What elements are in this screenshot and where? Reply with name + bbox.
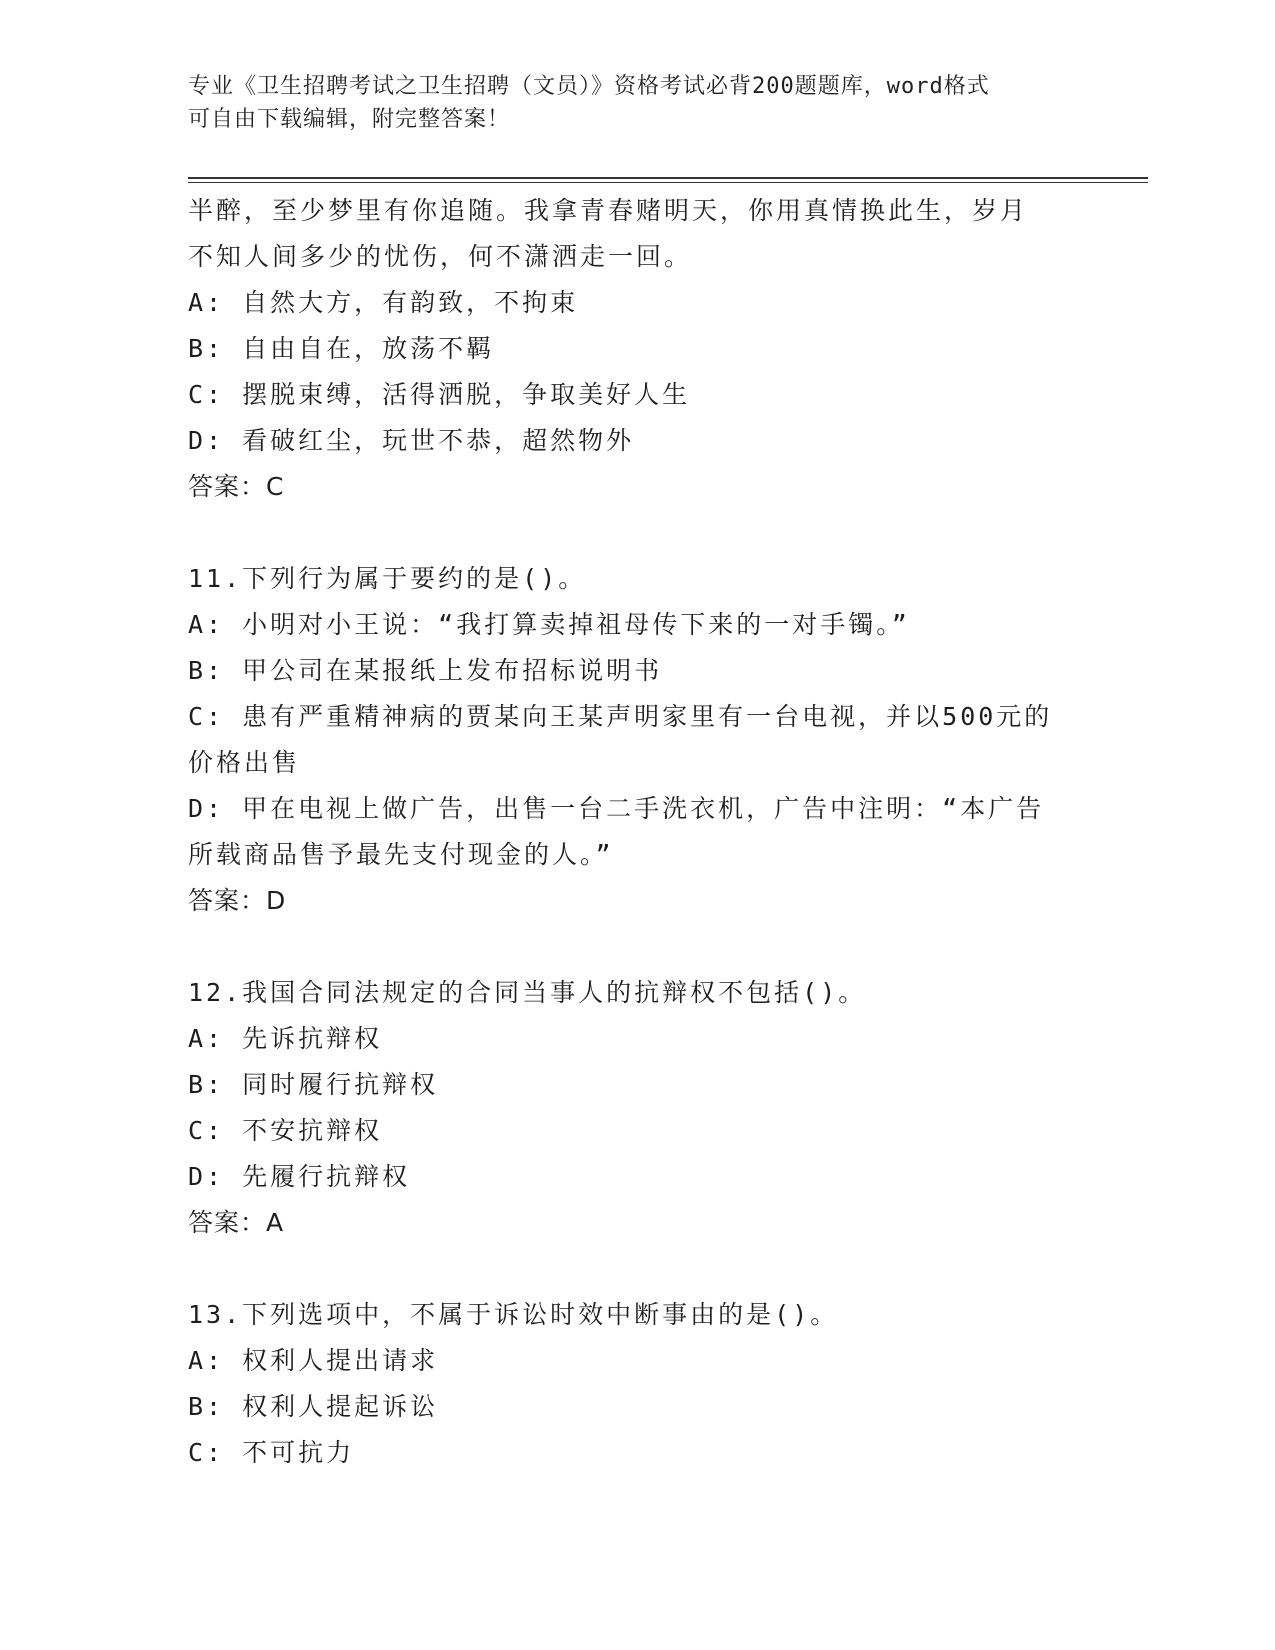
document-body — [188, 188, 1088, 1476]
option-d-continued: 所载商品售予最先支付现金的人。” — [188, 840, 614, 869]
option-a: A: 权利人提出请求 — [188, 1346, 439, 1375]
option-d: D: 先履行抗辩权 — [188, 1162, 411, 1191]
answer: 答案：C — [188, 472, 285, 501]
header-line-2: 可自由下载编辑，附完整答案！ — [188, 107, 511, 132]
question-10-continued — [188, 188, 1088, 510]
option-c: C: 不可抗力 — [188, 1438, 355, 1467]
question-12 — [188, 970, 1088, 1246]
option-a: A: 小明对小王说：“我打算卖掉祖母传下来的一对手镯。” — [188, 610, 910, 639]
question-stem: 13.下列选项中，不属于诉讼时效中断事由的是()。 — [188, 1300, 839, 1329]
answer: 答案：A — [188, 1208, 285, 1237]
spacer — [188, 1246, 1088, 1292]
option-a: A: 自然大方，有韵致，不拘束 — [188, 288, 579, 317]
option-c: C: 摆脱束缚，活得洒脱，争取美好人生 — [188, 380, 691, 409]
option-d: D: 甲在电视上做广告，出售一台二手洗衣机，广告中注明：“本广告 — [188, 794, 1045, 823]
question-11 — [188, 556, 1088, 924]
header-line-1: 专业《卫生招聘考试之卫生招聘（文员）》资格考试必背200题题库，word格式 — [188, 74, 990, 99]
question-text: 不知人间多少的忧伤，何不潇洒走一回。 — [188, 242, 693, 271]
option-d: D: 看破红尘，玩世不恭，超然物外 — [188, 426, 635, 455]
option-b: B: 自由自在，放荡不羁 — [188, 334, 495, 363]
option-a: A: 先诉抗辩权 — [188, 1024, 383, 1053]
answer: 答案：D — [188, 886, 287, 915]
document-header — [188, 70, 1068, 136]
question-13 — [188, 1292, 1088, 1476]
question-stem: 11.下列行为属于要约的是()。 — [188, 564, 587, 593]
option-b: B: 甲公司在某报纸上发布招标说明书 — [188, 656, 663, 685]
option-b: B: 权利人提起诉讼 — [188, 1392, 439, 1421]
spacer — [188, 924, 1088, 970]
question-stem: 12.我国合同法规定的合同当事人的抗辩权不包括()。 — [188, 978, 867, 1007]
option-c: C: 不安抗辩权 — [188, 1116, 383, 1145]
header-rule-thin — [188, 182, 1148, 183]
header-rule-thick — [188, 177, 1148, 179]
option-c-continued: 价格出售 — [188, 748, 301, 777]
option-c: C: 患有严重精神病的贾某向王某声明家里有一台电视，并以500元的 — [188, 702, 1053, 731]
spacer — [188, 510, 1088, 556]
question-text: 半醉，至少梦里有你追随。我拿青春赌明天，你用真情换此生，岁月 — [188, 196, 1029, 225]
option-b: B: 同时履行抗辩权 — [188, 1070, 439, 1099]
